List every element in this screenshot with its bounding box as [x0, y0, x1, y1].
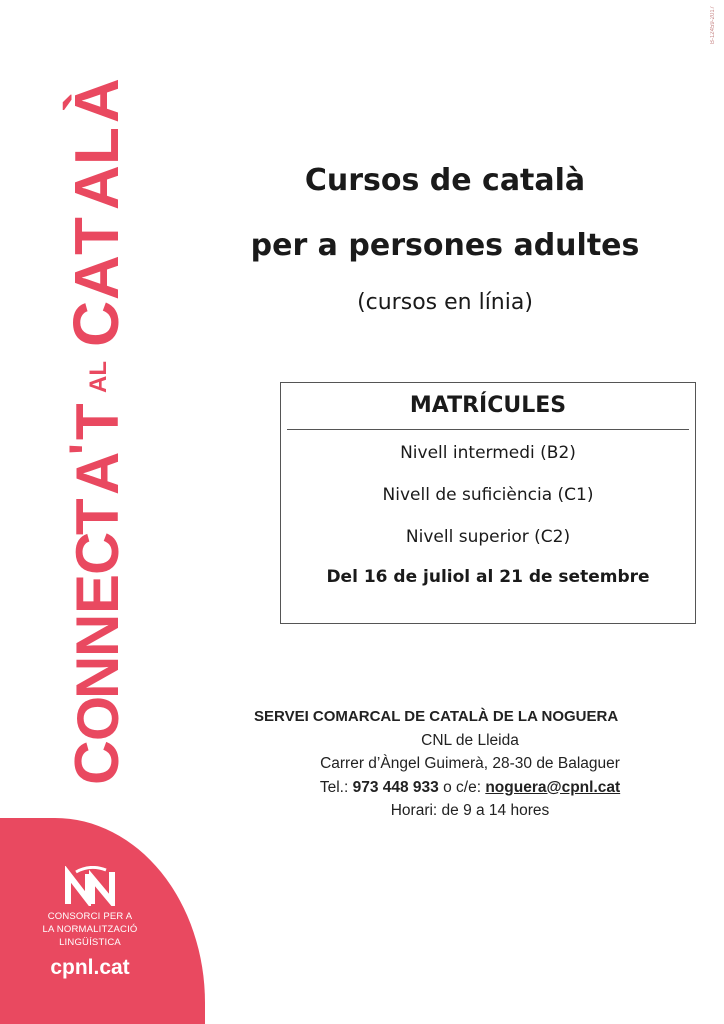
address: Carrer d’Àngel Guimerà, 28-30 de Balaguer	[320, 755, 620, 772]
slogan-letter: A	[64, 451, 131, 495]
slogan-letter: N	[64, 655, 131, 699]
cpnl-logo-icon	[62, 866, 118, 906]
slogan-letter: N	[64, 613, 131, 657]
phone-email-line	[230, 776, 710, 800]
office-name: SERVEI COMARCAL DE CATALÀ DE LA NOGUERA	[254, 708, 619, 725]
org-name-line: LINGÜÍSTICA	[59, 937, 121, 948]
document-reference: B-12459-2017	[710, 6, 716, 45]
subtitle: (cursos en línia)	[357, 290, 533, 315]
title-line-1: Cursos de català	[304, 163, 586, 198]
enrolment-heading: MATRÍCULES	[287, 383, 689, 430]
level-item: Nivell superior (C2)	[405, 527, 571, 547]
contact-info	[230, 705, 710, 823]
slogan-letter: C	[63, 740, 132, 785]
level-item: Nivell de suficiència (C1)	[382, 485, 594, 505]
cpnl-logo-block	[0, 818, 205, 1024]
slogan-letter: C	[64, 531, 131, 575]
office-hours: Horari: de 9 a 14 hores	[390, 802, 550, 819]
email-label: o c/e:	[443, 778, 482, 796]
title-line-2: per a persones adultes	[250, 228, 640, 263]
slogan-letter: T	[63, 217, 132, 255]
slogan-letter: L	[63, 127, 132, 165]
slogan-letter: T	[64, 403, 131, 440]
slogan-letter: '	[59, 443, 115, 455]
slogan-letter: E	[64, 573, 131, 614]
phone-number[interactable]: 973 448 933	[352, 778, 439, 796]
tel-label: Tel.:	[319, 778, 349, 796]
enrolment-dates: Del 16 de juliol al 21 de setembre	[326, 567, 650, 587]
slogan-letter: C	[60, 300, 132, 347]
level-item: Nivell intermedi (B2)	[400, 443, 576, 463]
slogan-letter: À	[63, 78, 132, 123]
enrolment-box	[280, 382, 696, 624]
slogan-connectat-al-catala	[0, 0, 150, 820]
level-list	[281, 432, 695, 558]
slogan-letter: AL	[85, 361, 112, 393]
center-name: CNL de Lleida	[421, 731, 519, 749]
slogan-letter: T	[64, 498, 131, 535]
org-name-line: CONSORCI PER A	[47, 911, 133, 922]
website-link[interactable]: cpnl.cat	[50, 956, 130, 979]
org-name-line: LA NORMALITZACIÓ	[42, 924, 138, 935]
slogan-letter: A	[63, 165, 132, 210]
slogan-letter: A	[63, 255, 132, 300]
slogan-letter: O	[66, 695, 131, 741]
email-link[interactable]: noguera@cpnl.cat	[485, 778, 621, 796]
